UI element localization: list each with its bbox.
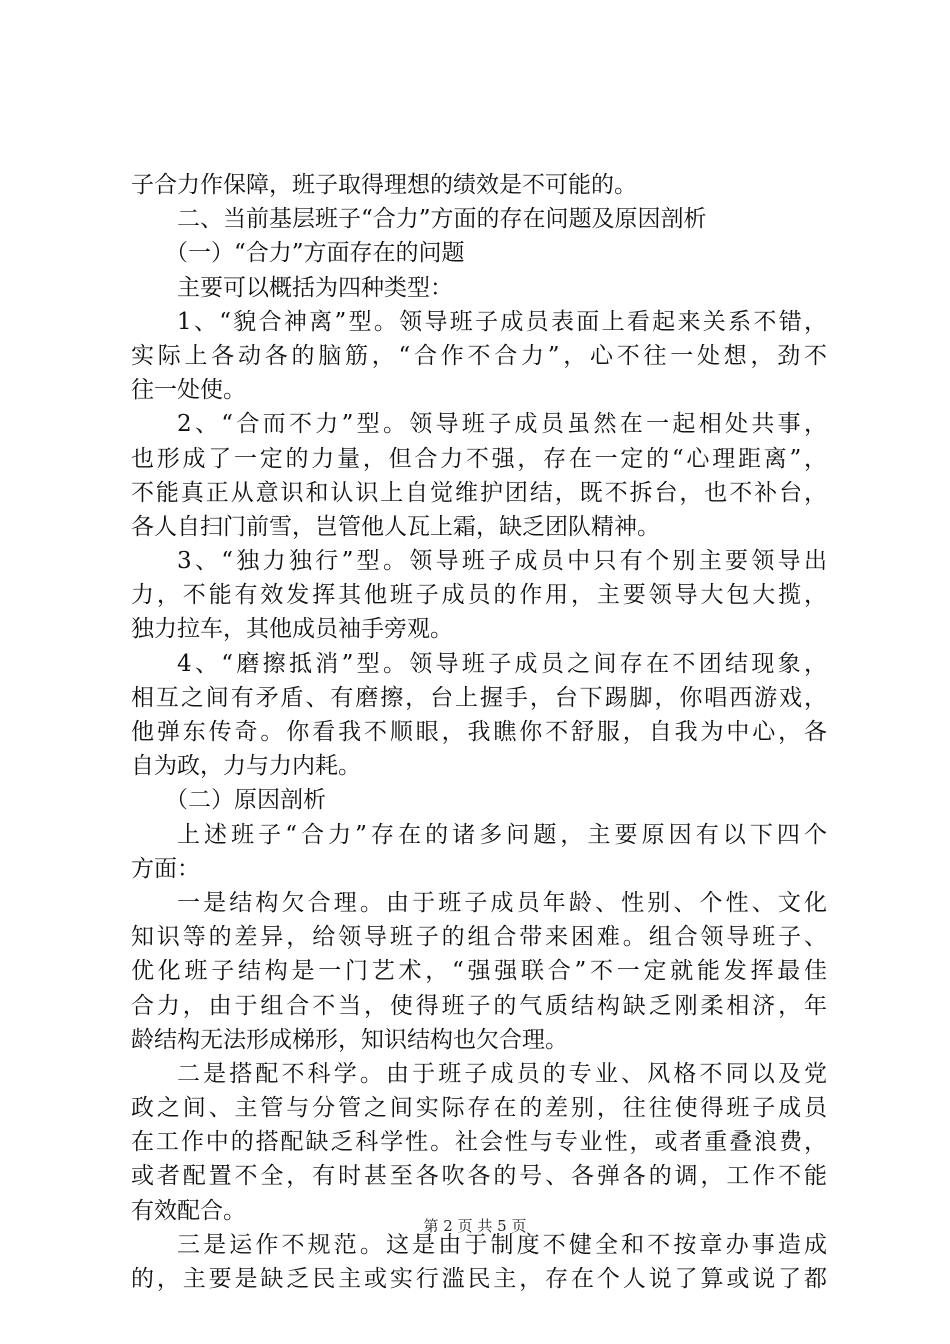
paragraph-line: 的，主要是缺乏民主或实行滥民主，存在个人说了算或说了都 (131, 1266, 827, 1292)
paragraph-line: 实际上各动各的脑筋，“合作不合力”，心不往一处想，劲不 (131, 342, 827, 369)
section-heading: 二、当前基层班子“合力”方面的存在问题及原因剖析 (177, 206, 707, 233)
subsection-heading: （一）“合力”方面存在的问题 (165, 240, 465, 267)
paragraph-line: 知识等的差异，给领导班子的组合带来困难。组合领导班子、 (131, 924, 827, 951)
paragraph-line: 或者配置不全，有时甚至各吹各的号、各弹各的调，工作不能 (131, 1163, 827, 1190)
paragraph-line: 2、“合而不力”型。领导班子成员虽然在一起相处共事， (177, 411, 827, 438)
paragraph-line: 方面： (131, 855, 200, 882)
paragraph-line: 往一处使。 (131, 377, 246, 404)
page-number-footer: 第 2 页 共 5 页 (423, 1217, 527, 1235)
paragraph-line: 二是搭配不科学。由于班子成员的专业、风格不同以及党 (177, 1060, 827, 1087)
paragraph-line: 也形成了一定的力量，但合力不强，存在一定的“心理距离”， (131, 445, 827, 472)
paragraph-line: 主要可以概括为四种类型： (177, 274, 453, 301)
paragraph-line: 一是结构欠合理。由于班子成员年龄、性别、个性、文化 (177, 889, 827, 916)
paragraph-line: 优化班子结构是一门艺术，“强强联合”不一定就能发挥最佳 (131, 958, 827, 985)
subsection-heading: （二）原因剖析 (165, 787, 326, 814)
paragraph-line: 三是运作不规范。这是由于制度不健全和不按章办事造成 (177, 1231, 827, 1258)
paragraph-line: 子合力作保障，班子取得理想的绩效是不可能的。 (131, 172, 637, 198)
paragraph-line: 他弹东传奇。你看我不顺眼，我瞧你不舒服，自我为中心，各 (131, 719, 827, 745)
paragraph-line: 独力拉车，其他成员袖手旁观。 (131, 616, 453, 643)
paragraph-line: 自为政，力与力内耗。 (131, 753, 361, 780)
paragraph-line: 政之间、主管与分管之间实际存在的差别，往往使得班子成员 (131, 1095, 827, 1122)
paragraph-line: 不能真正从意识和认识上自觉维护团结，既不拆台，也不补台， (131, 479, 827, 506)
paragraph-line: 相互之间有矛盾、有磨擦，台上握手，台下踢脚，你唱西游戏， (131, 684, 827, 711)
paragraph-line: 各人自扫门前雪，岂管他人瓦上霜，缺乏团队精神。 (131, 513, 660, 540)
paragraph-line: 在工作中的搭配缺乏科学性。社会性与专业性，或者重叠浪费， (131, 1129, 827, 1156)
paragraph-line: 合力，由于组合不当，使得班子的气质结构缺乏刚柔相济，年 (131, 992, 827, 1019)
paragraph-line: 龄结构无法形成梯形，知识结构也欠合理。 (131, 1026, 568, 1053)
paragraph-line: 有效配合。 (131, 1197, 246, 1224)
document-body (131, 168, 827, 1296)
paragraph-line: 1、“貌合神离”型。领导班子成员表面上看起来关系不错， (177, 308, 827, 335)
paragraph-line: 4、“磨擦抵消”型。领导班子成员之间存在不团结现象， (177, 650, 827, 677)
paragraph-line: 3、“独力独行”型。领导班子成员中只有个别主要领导出 (177, 548, 827, 575)
paragraph-line: 上述班子“合力”存在的诸多问题，主要原因有以下四个 (177, 821, 827, 848)
paragraph-line: 力，不能有效发挥其他班子成员的作用，主要领导大包大揽， (131, 582, 827, 609)
